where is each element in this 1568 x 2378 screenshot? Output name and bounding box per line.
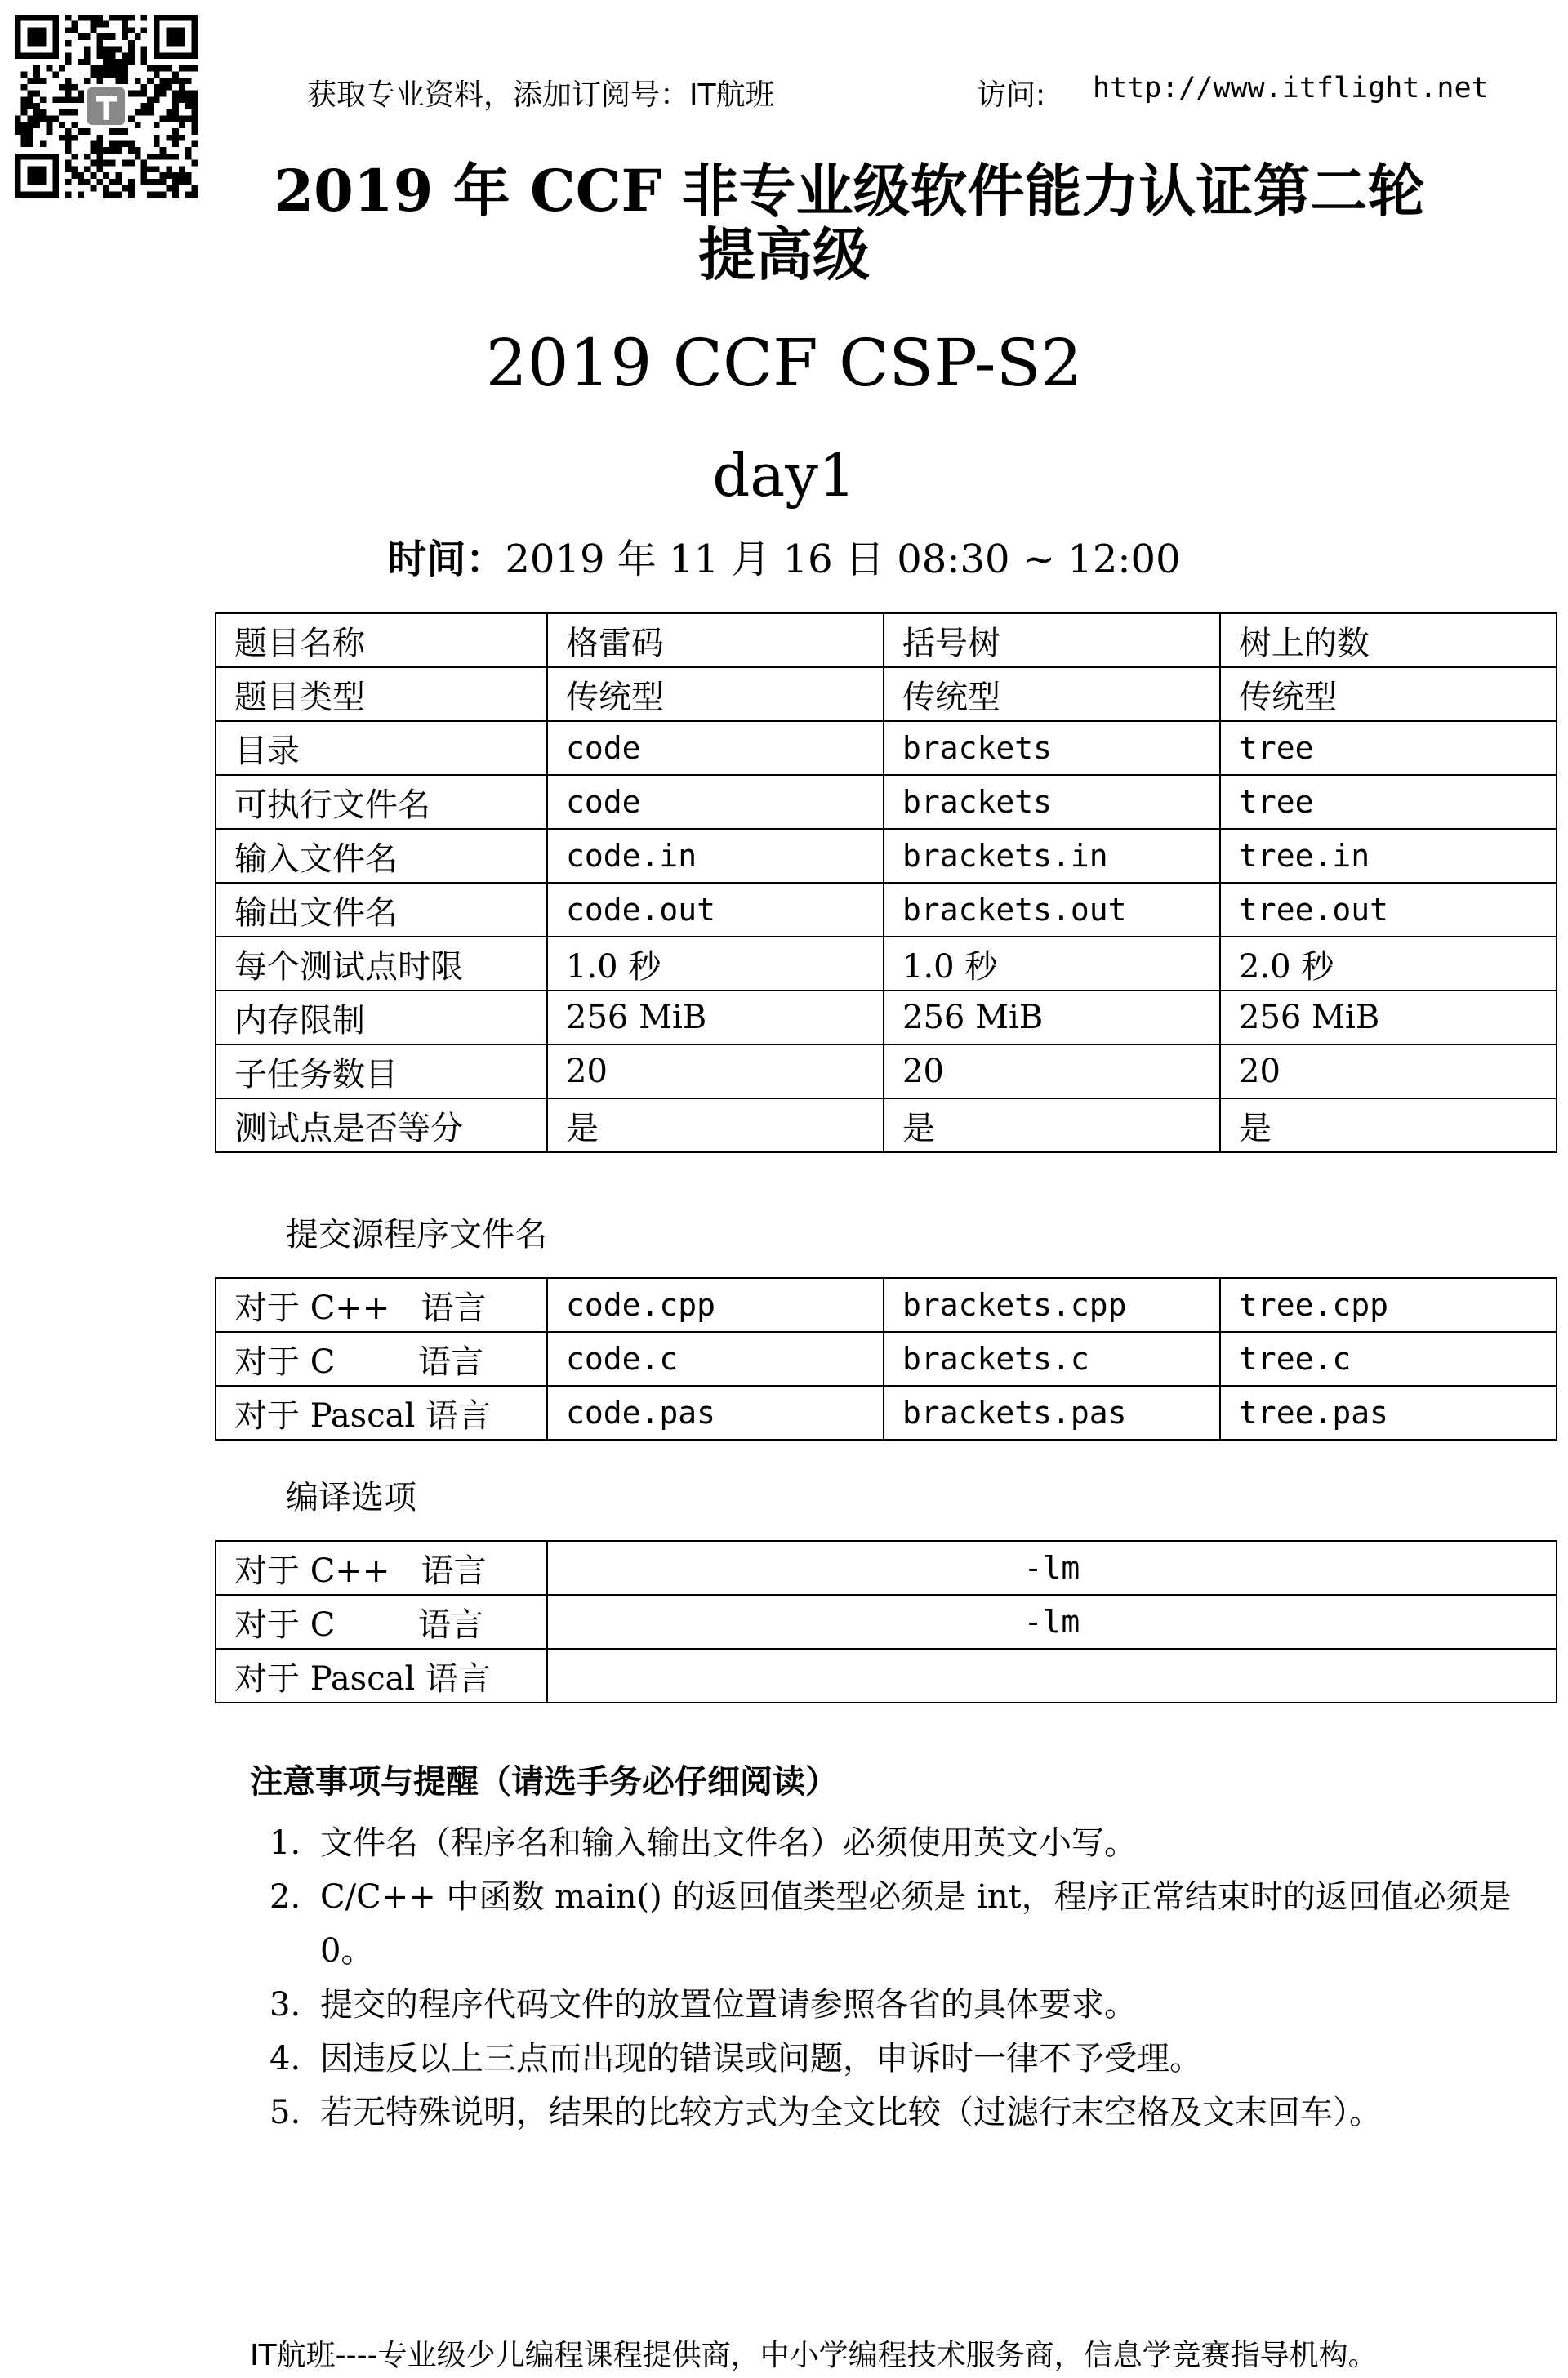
table-cell: 是: [884, 1098, 1220, 1152]
list-item-text: 文件名（程序名和输入输出文件名）必须使用英文小写。: [320, 1824, 1137, 1862]
list-item-number: 3.: [270, 1986, 301, 2024]
table-cell: 1.0 秒: [884, 937, 1220, 991]
table-cell: tree.cpp: [1220, 1278, 1557, 1332]
table-row: [216, 1278, 1557, 1332]
list-item: [270, 2032, 1552, 2086]
problem-info-table: [215, 612, 1557, 1153]
list-item-number: 5.: [270, 2094, 301, 2131]
list-item: [270, 1816, 1552, 1870]
table-cell: brackets.cpp: [884, 1278, 1220, 1332]
table-cell: [547, 1649, 1557, 1703]
table-cell: code.pas: [547, 1386, 884, 1440]
table-cell: 括号树: [884, 613, 1220, 667]
table-cell: brackets.pas: [884, 1386, 1220, 1440]
table-cell: 256 MiB: [884, 991, 1220, 1044]
table-row: [216, 829, 1557, 883]
table-cell: code.in: [547, 829, 884, 883]
table-cell: code: [547, 775, 884, 829]
row-label: 对于 C++ 语言: [216, 1278, 547, 1332]
notes-title: 注意事项与提醒（请选手务必仔细阅读）: [250, 1763, 838, 1801]
table-cell: 传统型: [1220, 667, 1557, 721]
list-item-text: C/C++ 中函数 main() 的返回值类型必须是 int，程序正常结束时的返回值必须是 0。: [320, 1878, 1512, 1970]
list-item-number: 1.: [270, 1824, 301, 1862]
table-cell: brackets.c: [884, 1332, 1220, 1386]
list-item: [270, 2086, 1552, 2140]
table-cell: 传统型: [884, 667, 1220, 721]
table-row: [216, 667, 1557, 721]
table-cell: 2.0 秒: [1220, 937, 1557, 991]
table-cell: brackets: [884, 775, 1220, 829]
table-row: [216, 1541, 1557, 1595]
compile-options-table: [215, 1540, 1557, 1703]
time-value: 2019 年 11 月 16 日 08:30 ~ 12:00: [505, 537, 1181, 582]
table-cell: code.c: [547, 1332, 884, 1386]
list-item-text: 提交的程序代码文件的放置位置请参照各省的具体要求。: [320, 1986, 1137, 2024]
time-label: 时间：: [387, 537, 506, 582]
table-cell: 传统型: [547, 667, 884, 721]
row-label: 对于 Pascal 语言: [216, 1649, 547, 1703]
list-item-text: 因违反以上三点而出现的错误或问题，申诉时一律不予受理。: [320, 2040, 1202, 2077]
table-row: [216, 1098, 1557, 1152]
header-url-link[interactable]: http://www.itflight.net: [1093, 72, 1489, 105]
table-row: [216, 721, 1557, 775]
table-row: [216, 883, 1557, 937]
table-cell: tree.out: [1220, 883, 1557, 937]
document-title-line1: 2019 年 CCF 非专业级软件能力认证第二轮: [274, 157, 1425, 225]
table-cell: 1.0 秒: [547, 937, 884, 991]
table-cell: tree: [1220, 721, 1557, 775]
table-cell: 256 MiB: [1220, 991, 1557, 1044]
contest-subtitle: 2019 CCF CSP-S2: [485, 325, 1083, 401]
contest-time: [0, 528, 1568, 584]
table-cell: 256 MiB: [547, 991, 884, 1044]
row-label: 子任务数目: [216, 1044, 547, 1098]
table-cell: brackets.in: [884, 829, 1220, 883]
notes-list: [270, 1816, 1552, 2140]
row-label: 每个测试点时限: [216, 937, 547, 991]
list-item: [270, 1978, 1552, 2032]
table-cell: -lm: [547, 1541, 1557, 1595]
row-label: 测试点是否等分: [216, 1098, 547, 1152]
table-row: [216, 937, 1557, 991]
footer-text: IT航班----专业级少儿编程课程提供商，中小学编程技术服务商，信息学竞赛指导机构。: [250, 2339, 1378, 2372]
table-cell: tree.in: [1220, 829, 1557, 883]
table-cell: 20: [884, 1044, 1220, 1098]
row-label: 输入文件名: [216, 829, 547, 883]
table-cell: code.out: [547, 883, 884, 937]
table-cell: 20: [547, 1044, 884, 1098]
row-label: 可执行文件名: [216, 775, 547, 829]
compile-options-label: 编译选项: [286, 1479, 416, 1516]
list-item-number: 4.: [270, 2040, 301, 2077]
table-cell: 是: [547, 1098, 884, 1152]
list-item: [270, 1870, 1552, 1978]
row-label: 题目类型: [216, 667, 547, 721]
table-row: [216, 991, 1557, 1044]
table-cell: 20: [1220, 1044, 1557, 1098]
table-cell: code.cpp: [547, 1278, 884, 1332]
table-row: [216, 1386, 1557, 1440]
table-cell: code: [547, 721, 884, 775]
header-visit-label: 访问:: [977, 78, 1046, 112]
table-cell: brackets: [884, 721, 1220, 775]
contest-day: day1: [712, 441, 856, 510]
row-label: 对于 C++ 语言: [216, 1541, 547, 1595]
table-cell: 格雷码: [547, 613, 884, 667]
table-cell: -lm: [547, 1595, 1557, 1649]
row-label: 输出文件名: [216, 883, 547, 937]
row-label: 目录: [216, 721, 547, 775]
table-row: [216, 1044, 1557, 1098]
table-row: [216, 1649, 1557, 1703]
list-item-text: 若无特殊说明，结果的比较方式为全文比较（过滤行末空格及文末回车）。: [320, 2094, 1382, 2131]
header-subscribe-text: 获取专业资料，添加订阅号：IT航班: [307, 78, 775, 112]
source-files-table: [215, 1277, 1557, 1441]
table-row: [216, 613, 1557, 667]
row-label: 对于 Pascal 语言: [216, 1386, 547, 1440]
row-label: 对于 C 语言: [216, 1595, 547, 1649]
list-item-number: 2.: [270, 1878, 301, 1916]
document-title-line2: 提高级: [698, 220, 870, 288]
row-label: 题目名称: [216, 613, 547, 667]
table-row: [216, 775, 1557, 829]
table-row: [216, 1595, 1557, 1649]
table-cell: tree.pas: [1220, 1386, 1557, 1440]
table-cell: 树上的数: [1220, 613, 1557, 667]
table-cell: tree.c: [1220, 1332, 1557, 1386]
table-cell: 是: [1220, 1098, 1557, 1152]
table-row: [216, 1332, 1557, 1386]
source-files-label: 提交源程序文件名: [286, 1216, 547, 1254]
row-label: 内存限制: [216, 991, 547, 1044]
table-cell: tree: [1220, 775, 1557, 829]
table-cell: brackets.out: [884, 883, 1220, 937]
row-label: 对于 C 语言: [216, 1332, 547, 1386]
